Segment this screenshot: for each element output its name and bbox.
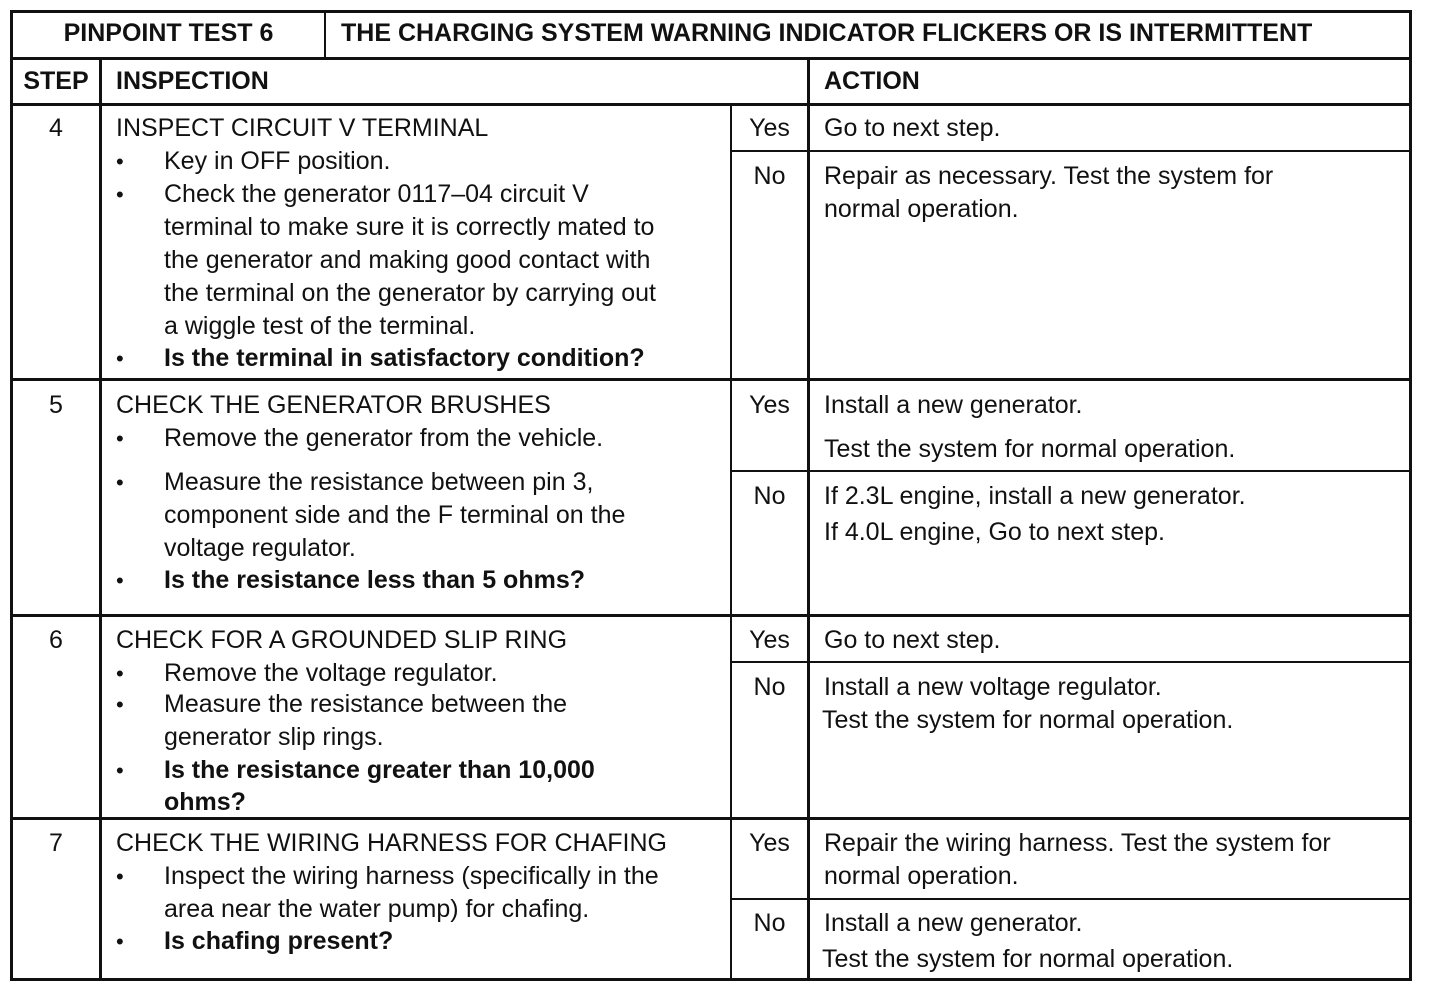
inspection-line: voltage regulator.: [164, 534, 356, 562]
yesno-line-5: [730, 470, 1412, 472]
no-label: No: [753, 162, 786, 190]
step-title: CHECK THE WIRING HARNESS FOR CHAFING: [116, 829, 667, 857]
no-label: No: [753, 909, 786, 937]
inspection-line: Measure the resistance between pin 3,: [164, 468, 594, 496]
yes-action-line: Install a new generator.: [824, 391, 1083, 419]
bullet-icon: •: [116, 929, 124, 954]
inspection-question: ohms?: [164, 788, 246, 816]
inspection-line: Check the generator 0117–04 circuit V: [164, 180, 589, 208]
bullet-icon: •: [116, 182, 124, 207]
yesno-line-7: [730, 898, 1412, 900]
test-label: PINPOINT TEST 6: [63, 19, 274, 47]
test-title: THE CHARGING SYSTEM WARNING INDICATOR FLICKERS OR IS INTERMITTENT: [341, 19, 1313, 47]
inspection-line: component side and the F terminal on the: [164, 501, 626, 529]
column-header-step: STEP: [23, 67, 89, 95]
yes-label: Yes: [749, 391, 790, 419]
no-action-line: Install a new voltage regulator.: [824, 673, 1162, 701]
column-header-action: ACTION: [824, 67, 920, 95]
yes-label: Yes: [749, 829, 790, 857]
yesno-line-4: [730, 150, 1412, 152]
row-line-4-5: [10, 378, 1412, 381]
no-action-line: normal operation.: [824, 195, 1019, 223]
inspection-line: Remove the generator from the vehicle.: [164, 424, 604, 452]
row-line-5-6: [10, 614, 1412, 617]
bullet-icon: •: [116, 692, 124, 717]
inspection-line: the generator and making good contact with: [164, 246, 651, 274]
inspection-line: terminal to make sure it is correctly mated to: [164, 213, 655, 241]
inspection-line: a wiggle test of the terminal.: [164, 312, 476, 340]
title-divider: [324, 10, 326, 58]
col-line-action: [807, 57, 810, 981]
no-action-line: Test the system for normal operation.: [822, 706, 1234, 734]
border-top: [10, 10, 1412, 13]
inspection-question: Is the resistance greater than 10,000: [164, 756, 595, 784]
yes-label: Yes: [749, 626, 790, 654]
yes-action-line: Go to next step.: [824, 114, 1001, 142]
column-header-inspection: INSPECTION: [116, 67, 269, 95]
inspection-line: Inspect the wiring harness (specifically in the: [164, 862, 659, 890]
bullet-icon: •: [116, 661, 124, 686]
no-action-line: Install a new generator.: [824, 909, 1083, 937]
yes-action-line: Test the system for normal operation.: [824, 435, 1236, 463]
header-line-1: [10, 57, 1412, 60]
step-number: 4: [49, 114, 63, 142]
step-title: CHECK THE GENERATOR BRUSHES: [116, 391, 551, 419]
no-action-line: Test the system for normal operation.: [822, 945, 1234, 973]
no-action-line: If 2.3L engine, install a new generator.: [824, 482, 1246, 510]
inspection-line: Measure the resistance between the: [164, 690, 568, 718]
inspection-line: the terminal on the generator by carrying out: [164, 279, 656, 307]
inspection-line: Remove the voltage regulator.: [164, 659, 498, 687]
bullet-icon: •: [116, 864, 124, 889]
step-number: 6: [49, 626, 63, 654]
no-action-line: Repair as necessary. Test the system for: [824, 162, 1274, 190]
no-action-line: If 4.0L engine, Go to next step.: [824, 518, 1165, 546]
yesno-line-6: [730, 661, 1412, 663]
bullet-icon: •: [116, 568, 124, 593]
step-number: 7: [49, 829, 63, 857]
yes-action-line: normal operation.: [824, 862, 1019, 890]
step-number: 5: [49, 391, 63, 419]
header-line-2: [10, 103, 1412, 106]
yes-label: Yes: [749, 114, 790, 142]
yes-action-line: Repair the wiring harness. Test the system for: [824, 829, 1331, 857]
col-line-step: [99, 57, 102, 981]
border-bottom: [10, 978, 1412, 981]
inspection-line: Key in OFF position.: [164, 147, 391, 175]
yes-action-line: Go to next step.: [824, 626, 1001, 654]
inspection-question: Is chafing present?: [164, 927, 394, 955]
no-label: No: [753, 673, 786, 701]
bullet-icon: •: [116, 149, 124, 174]
inspection-question: Is the resistance less than 5 ohms?: [164, 566, 585, 594]
step-title: INSPECT CIRCUIT V TERMINAL: [116, 114, 489, 142]
inspection-question: Is the terminal in satisfactory condition?: [164, 344, 645, 372]
bullet-icon: •: [116, 758, 124, 783]
border-right: [1409, 10, 1412, 981]
bullet-icon: •: [116, 346, 124, 371]
step-title: CHECK FOR A GROUNDED SLIP RING: [116, 626, 568, 654]
bullet-icon: •: [116, 426, 124, 451]
bullet-icon: •: [116, 470, 124, 495]
inspection-line: area near the water pump) for chafing.: [164, 895, 590, 923]
inspection-line: generator slip rings.: [164, 723, 384, 751]
no-label: No: [753, 482, 786, 510]
